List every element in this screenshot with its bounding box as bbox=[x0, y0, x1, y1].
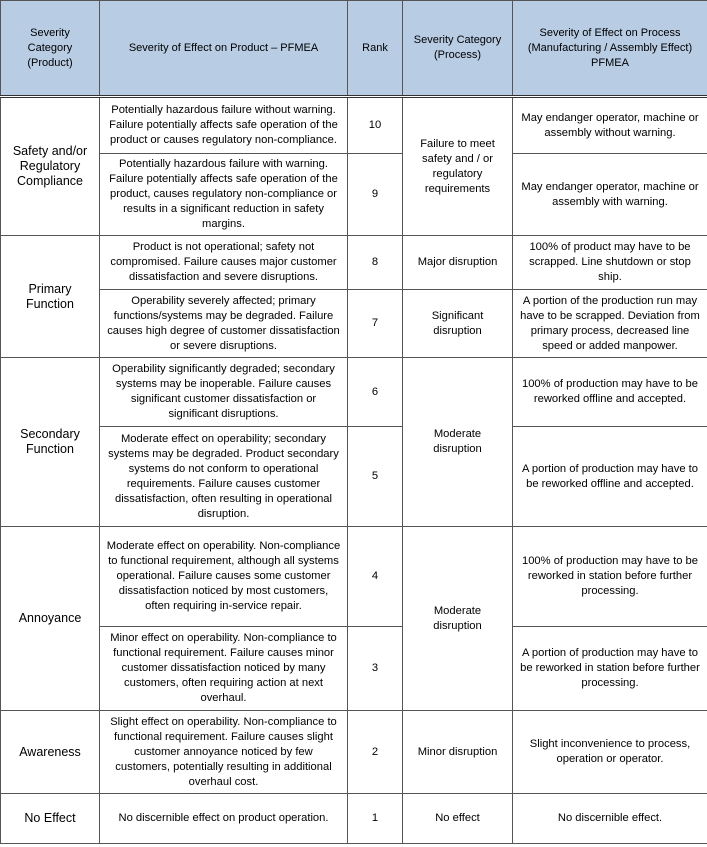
product-effect-cell: Potentially hazardous failure without warning. Failure potentially affects safe operation of the product or causes regulatory non-compliance. bbox=[100, 97, 348, 154]
product-category-awareness: Awareness bbox=[1, 711, 100, 794]
product-effect-cell: Moderate effect on operability; secondary systems may be degraded. Product secondary systems do not conform to operational requirements. Failure causes customer dissatisfaction, often resulting in operational disruption. bbox=[100, 427, 348, 527]
header-rank: Rank bbox=[348, 1, 403, 97]
header-product-effect: Severity of Effect on Product – PFMEA bbox=[100, 1, 348, 97]
table-row bbox=[1, 527, 707, 627]
product-effect-cell: Moderate effect on operability. Non-compliance to functional requirement, although all systems operational. Failure causes some customer dissatisfaction noticed by most customers, often requiring in-service repair. bbox=[100, 527, 348, 627]
process-effect-cell: 100% of production may have to be reworked in station before further processing. bbox=[513, 527, 707, 627]
product-effect-cell: Potentially hazardous failure with warning. Failure potentially affects safe operation of the product, causes regulatory non-compliance or results in a significant reduction in safety margins. bbox=[100, 154, 348, 236]
product-category-secondary: Secondary Function bbox=[1, 358, 100, 527]
process-effect-cell: 100% of production may have to be reworked offline and accepted. bbox=[513, 358, 707, 427]
product-category-safety: Safety and/or Regulatory Compliance bbox=[1, 97, 100, 236]
product-effect-cell: No discernible effect on product operation. bbox=[100, 794, 348, 844]
header-product-category: Severity Category (Product) bbox=[1, 1, 100, 97]
process-category-moderate: Moderate disruption bbox=[403, 358, 513, 527]
product-effect-cell: Operability significantly degraded; secondary systems may be inoperable. Failure causes significant customer dissatisfaction or significant disruptions. bbox=[100, 358, 348, 427]
rank-cell: 4 bbox=[348, 527, 403, 627]
table-row bbox=[1, 154, 707, 236]
product-effect-cell: Minor effect on operability. Non-compliance to functional requirement. Failure causes minor customer dissatisfaction noticed by many customers, often requiring action at next overhaul. bbox=[100, 627, 348, 711]
process-effect-cell: A portion of the production run may have to be scrapped. Deviation from primary process, decreased line speed or added manpower. bbox=[513, 290, 707, 358]
rank-cell: 6 bbox=[348, 358, 403, 427]
rank-cell: 3 bbox=[348, 627, 403, 711]
process-effect-cell: 100% of product may have to be scrapped. Line shutdown or stop ship. bbox=[513, 236, 707, 290]
table-row bbox=[1, 236, 707, 290]
process-category-major: Major disruption bbox=[403, 236, 513, 290]
rank-cell: 9 bbox=[348, 154, 403, 236]
table-row bbox=[1, 627, 707, 711]
header-process-effect: Severity of Effect on Process (Manufacturing / Assembly Effect) PFMEA bbox=[513, 1, 707, 97]
header-row bbox=[1, 1, 707, 97]
product-effect-cell: Product is not operational; safety not compromised. Failure causes major customer dissatisfaction and severe disruptions. bbox=[100, 236, 348, 290]
rank-cell: 7 bbox=[348, 290, 403, 358]
table-row bbox=[1, 97, 707, 154]
product-category-annoyance: Annoyance bbox=[1, 527, 100, 711]
process-effect-cell: May endanger operator, machine or assembly without warning. bbox=[513, 97, 707, 154]
table-row bbox=[1, 794, 707, 844]
table-row bbox=[1, 290, 707, 358]
process-effect-cell: No discernible effect. bbox=[513, 794, 707, 844]
process-effect-cell: May endanger operator, machine or assembly with warning. bbox=[513, 154, 707, 236]
process-category-safety: Failure to meet safety and / or regulatory requirements bbox=[403, 97, 513, 236]
rank-cell: 10 bbox=[348, 97, 403, 154]
table-row bbox=[1, 358, 707, 427]
process-effect-cell: Slight inconvenience to process, operation or operator. bbox=[513, 711, 707, 794]
process-category-minor: Minor disruption bbox=[403, 711, 513, 794]
rank-cell: 5 bbox=[348, 427, 403, 527]
process-effect-cell: A portion of production may have to be reworked in station before further processing. bbox=[513, 627, 707, 711]
rank-cell: 8 bbox=[348, 236, 403, 290]
table-row bbox=[1, 427, 707, 527]
process-category-none: No effect bbox=[403, 794, 513, 844]
header-process-category: Severity Category (Process) bbox=[403, 1, 513, 97]
rank-cell: 2 bbox=[348, 711, 403, 794]
process-category-moderate: Moderate disruption bbox=[403, 527, 513, 711]
table-row bbox=[1, 711, 707, 794]
rank-cell: 1 bbox=[348, 794, 403, 844]
product-effect-cell: Operability severely affected; primary functions/systems may be degraded. Failure causes high degree of customer dissatisfaction or severe disruptions. bbox=[100, 290, 348, 358]
process-category-significant: Significant disruption bbox=[403, 290, 513, 358]
process-effect-cell: A portion of production may have to be reworked offline and accepted. bbox=[513, 427, 707, 527]
product-category-no-effect: No Effect bbox=[1, 794, 100, 844]
product-category-primary: Primary Function bbox=[1, 236, 100, 358]
product-effect-cell: Slight effect on operability. Non-compliance to functional requirement. Failure causes slight customer annoyance noticed by few customers, potentially resulting in additional overhaul cost. bbox=[100, 711, 348, 794]
